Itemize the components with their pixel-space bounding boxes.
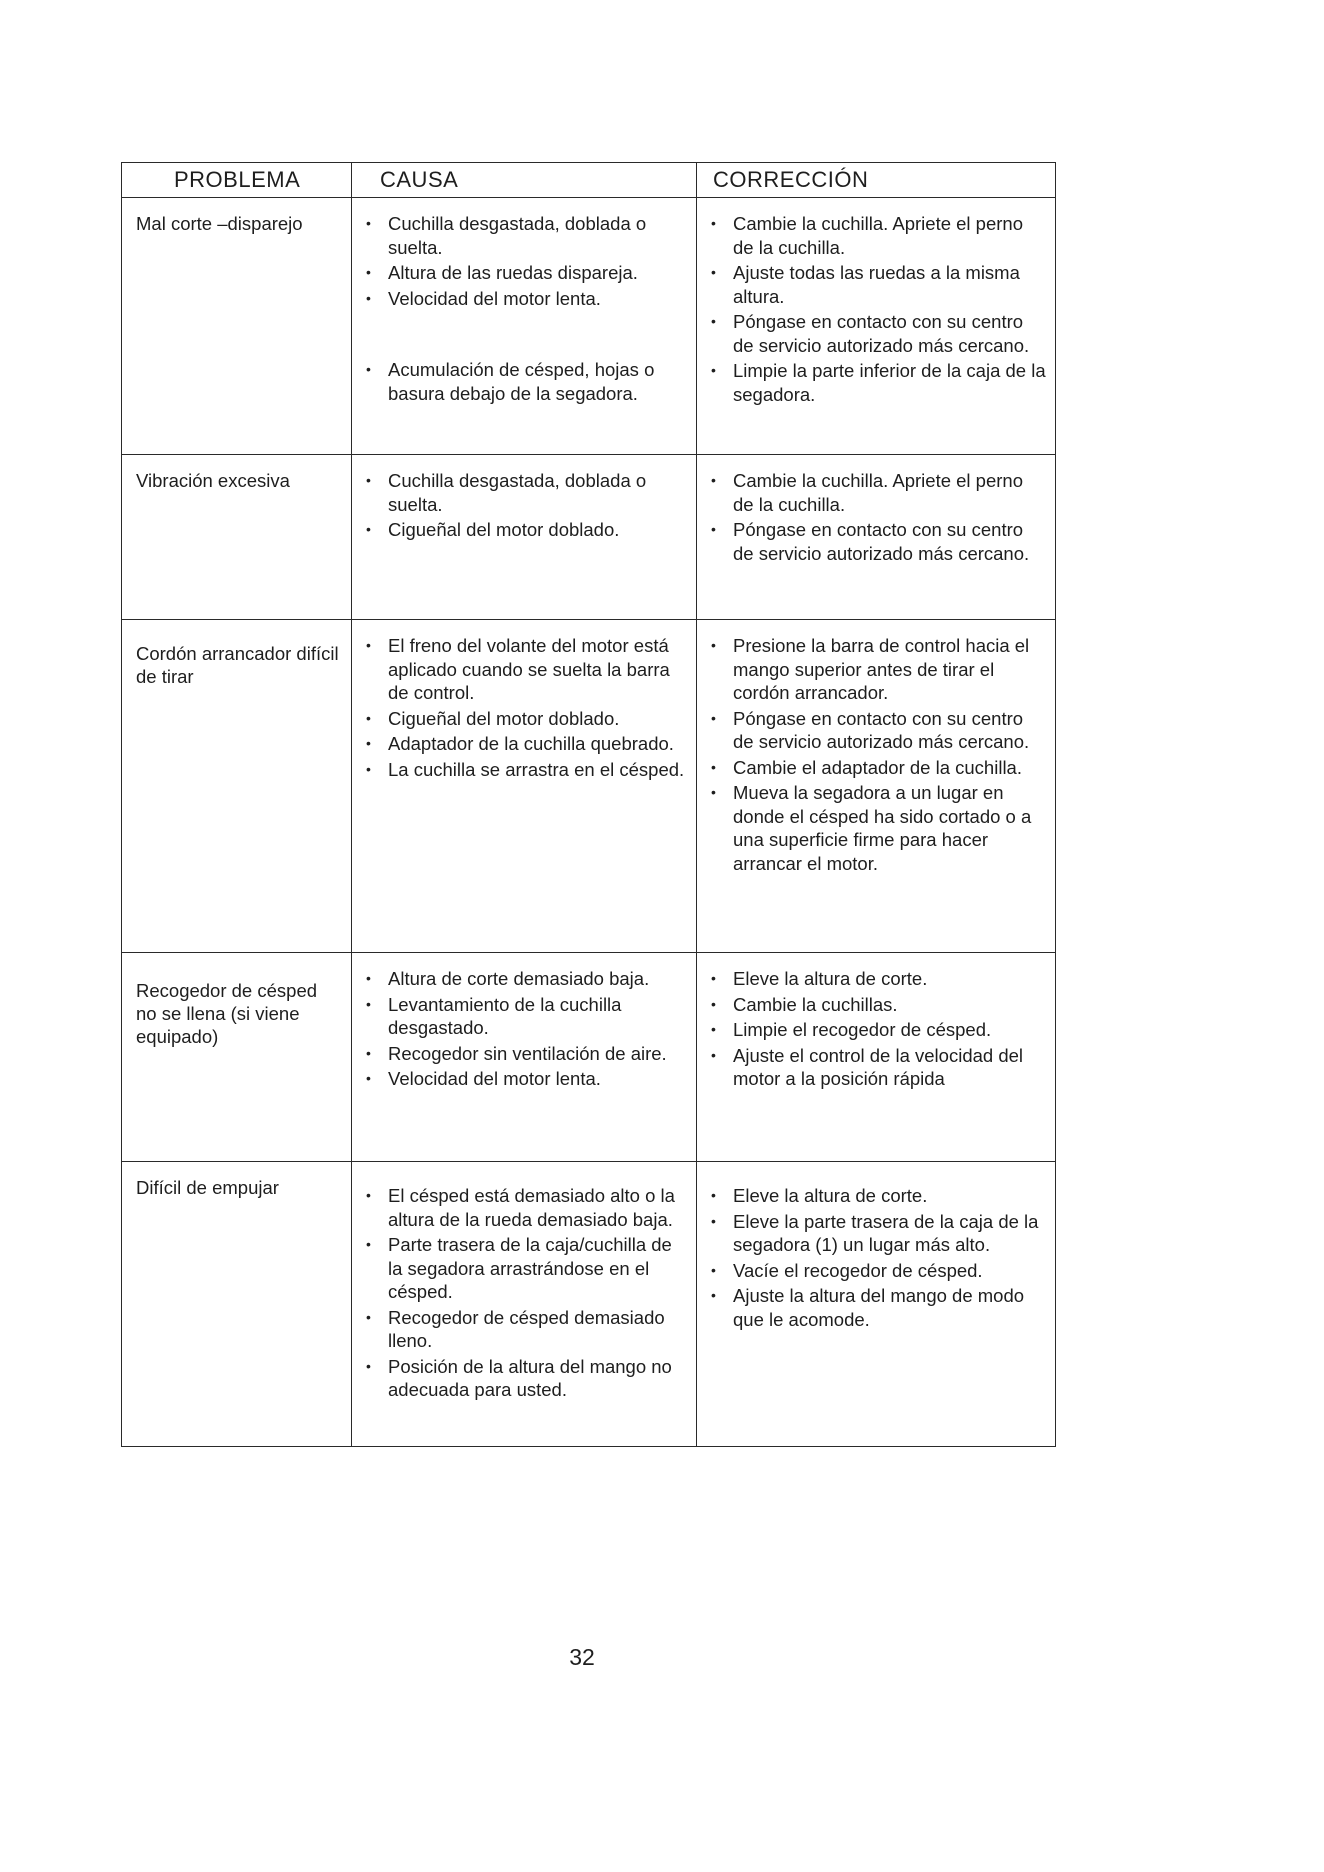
correction-text: Ajuste todas las ruedas a la misma altura. [733, 262, 1020, 307]
bullet-icon: • [711, 995, 716, 1012]
bullet-icon: • [366, 521, 371, 537]
cause-text: El césped está demasiado alto o la altura de la rueda demasiado baja. [388, 1185, 675, 1230]
bullet-icon: • [366, 1187, 371, 1203]
cause-item [360, 732, 688, 756]
correction-cell [697, 1162, 1056, 1447]
problem-cell: Mal corte –disparejo [122, 198, 352, 455]
bullet-icon: • [366, 472, 371, 488]
correction-text: Ajuste la altura del mango de modo que le acomode. [733, 1285, 1025, 1330]
bullet-icon: • [366, 1308, 371, 1325]
correction-text: Eleve la altura de corte. [733, 968, 928, 989]
bullet-icon: • [366, 709, 371, 726]
bullet-icon: • [711, 362, 716, 378]
correction-cell [697, 198, 1056, 455]
bullet-icon: • [366, 995, 371, 1012]
cause-text: Cigueñal del motor doblado. [388, 519, 620, 540]
table-row [122, 455, 1056, 620]
correction-item [705, 1259, 1047, 1283]
cause-item [360, 469, 688, 516]
correction-text: Cambie la cuchilla. Apriete el perno de la cuchilla. [733, 213, 1023, 258]
bullet-icon: • [711, 758, 716, 775]
table-header-row [122, 163, 1056, 198]
correction-item [705, 993, 1047, 1017]
cause-item [360, 212, 688, 259]
correction-item [705, 967, 1047, 991]
bullet-icon: • [366, 264, 371, 280]
cause-item [360, 1355, 688, 1402]
table-row [122, 953, 1056, 1162]
correction-item [705, 310, 1047, 357]
cause-text: Altura de corte demasiado baja. [388, 968, 650, 989]
correction-item [705, 518, 1047, 565]
correction-text: Ajuste el control de la velocidad del motor a la posición rápida [733, 1044, 1024, 1089]
correction-item [705, 756, 1047, 780]
cause-item [360, 518, 688, 542]
correction-text: Cambie la cuchilla. Apriete el perno de la cuchilla. [733, 470, 1023, 515]
cause-text: Cuchilla desgastada, doblada o suelta. [388, 213, 647, 258]
cause-text: Cuchilla desgastada, doblada o suelta. [388, 470, 647, 515]
cause-cell [352, 620, 697, 953]
cause-text: Recogedor de césped demasiado lleno. [388, 1306, 665, 1351]
cause-item [360, 261, 688, 285]
correction-item [705, 707, 1047, 754]
cause-cell [352, 455, 697, 620]
cause-text: Cigueñal del motor doblado. [388, 707, 620, 729]
bullet-icon: • [711, 784, 716, 800]
cause-item [360, 1184, 688, 1231]
problem-cell: Vibración excesiva [122, 455, 352, 620]
correction-item [705, 1184, 1047, 1208]
header-correction: CORRECCIÓN [697, 163, 1056, 198]
cause-cell [352, 953, 697, 1162]
header-problem: PROBLEMA [122, 163, 352, 198]
cause-cell [352, 198, 697, 455]
cause-text: Velocidad del motor lenta. [388, 287, 601, 309]
correction-text: Presione la barra de control hacia el mango superior antes de tirar el cordón arrancador. [733, 635, 1030, 703]
bullet-icon: • [711, 970, 716, 986]
bullet-icon: • [711, 637, 716, 653]
correction-text: Póngase en contacto con su centro de servicio autorizado más cercano. [733, 311, 1030, 356]
correction-item [705, 261, 1047, 308]
bullet-icon: • [711, 472, 716, 488]
cause-item [360, 967, 688, 991]
bullet-icon: • [711, 709, 716, 726]
bullet-icon: • [711, 1261, 716, 1278]
cause-text: Altura de las ruedas dispareja. [388, 262, 638, 283]
bullet-icon: • [711, 1212, 716, 1229]
bullet-icon: • [366, 970, 371, 986]
bullet-icon: • [366, 760, 371, 777]
bullet-icon: • [366, 289, 371, 306]
cause-item [360, 287, 688, 311]
troubleshooting-table [121, 162, 1056, 1447]
correction-item [705, 634, 1047, 705]
header-cause: CAUSA [352, 163, 697, 198]
correction-text: Cambie la cuchillas. [733, 993, 898, 1015]
cause-item [360, 707, 688, 731]
bullet-icon: • [366, 1357, 371, 1374]
correction-cell [697, 455, 1056, 620]
bullet-icon: • [366, 215, 371, 231]
bullet-icon: • [366, 1236, 371, 1252]
bullet-icon: • [711, 1287, 716, 1303]
table-row [122, 620, 1056, 953]
bullet-icon: • [711, 1021, 716, 1037]
correction-cell [697, 953, 1056, 1162]
problem-cell: Cordón arrancador difícil de tirar [122, 620, 352, 953]
bullet-icon: • [366, 1070, 371, 1086]
correction-item [705, 1044, 1047, 1091]
correction-item [705, 781, 1047, 875]
cause-text: Levantamiento de la cuchilla desgastado. [388, 993, 622, 1038]
correction-item [705, 1210, 1047, 1257]
bullet-icon: • [366, 1044, 371, 1061]
correction-text: Mueva la segadora a un lugar en donde el césped ha sido cortado o a una superficie firme para hacer arrancar el motor. [733, 782, 1032, 874]
cause-text: Parte trasera de la caja/cuchilla de la segadora arrastrándose en el césped. [388, 1234, 672, 1302]
correction-cell [697, 620, 1056, 953]
correction-text: Vacíe el recogedor de césped. [733, 1259, 983, 1281]
bullet-icon: • [711, 313, 716, 329]
problem-cell: Recogedor de césped no se llena (si viene equipado) [122, 953, 352, 1162]
bullet-icon: • [711, 521, 716, 537]
bullet-icon: • [711, 215, 716, 231]
cause-text: Adaptador de la cuchilla quebrado. [388, 733, 674, 754]
cause-text: La cuchilla se arrastra en el césped. [388, 758, 685, 780]
cause-item [360, 1042, 688, 1066]
correction-text: Eleve la altura de corte. [733, 1185, 928, 1206]
problem-cell: Difícil de empujar [122, 1162, 352, 1447]
table-row [122, 198, 1056, 455]
cause-text: El freno del volante del motor está aplicado cuando se suelta la barra de control. [388, 635, 670, 703]
bullet-icon: • [366, 735, 371, 751]
correction-item [705, 212, 1047, 259]
correction-text: Eleve la parte trasera de la caja de la segadora (1) un lugar más alto. [733, 1210, 1039, 1255]
cause-item [360, 634, 688, 705]
bullet-icon: • [711, 264, 716, 280]
cause-item [360, 758, 688, 782]
cause-item [360, 993, 688, 1040]
correction-text: Limpie el recogedor de césped. [733, 1019, 992, 1040]
cause-item [360, 358, 688, 405]
bullet-icon: • [366, 637, 371, 653]
cause-text: Posición de la altura del mango no adecuada para usted. [388, 1355, 672, 1400]
correction-text: Cambie el adaptador de la cuchilla. [733, 756, 1022, 778]
cause-item [360, 1306, 688, 1353]
cause-text: Recogedor sin ventilación de aire. [388, 1042, 667, 1064]
cause-text: Acumulación de césped, hojas o basura debajo de la segadora. [388, 359, 655, 404]
cause-cell [352, 1162, 697, 1447]
correction-item [705, 469, 1047, 516]
cause-item [360, 1067, 688, 1091]
bullet-icon: • [711, 1187, 716, 1203]
bullet-icon: • [366, 361, 371, 377]
page-number: 32 [569, 1644, 595, 1670]
correction-text: Póngase en contacto con su centro de servicio autorizado más cercano. [733, 707, 1030, 752]
bullet-icon: • [711, 1046, 716, 1063]
correction-item [705, 359, 1047, 406]
cause-text: Velocidad del motor lenta. [388, 1068, 601, 1089]
correction-text: Limpie la parte inferior de la caja de la segadora. [733, 360, 1046, 405]
cause-item [360, 1233, 688, 1304]
correction-text: Póngase en contacto con su centro de servicio autorizado más cercano. [733, 519, 1030, 564]
table-row [122, 1162, 1056, 1447]
correction-item [705, 1284, 1047, 1331]
correction-item [705, 1018, 1047, 1042]
